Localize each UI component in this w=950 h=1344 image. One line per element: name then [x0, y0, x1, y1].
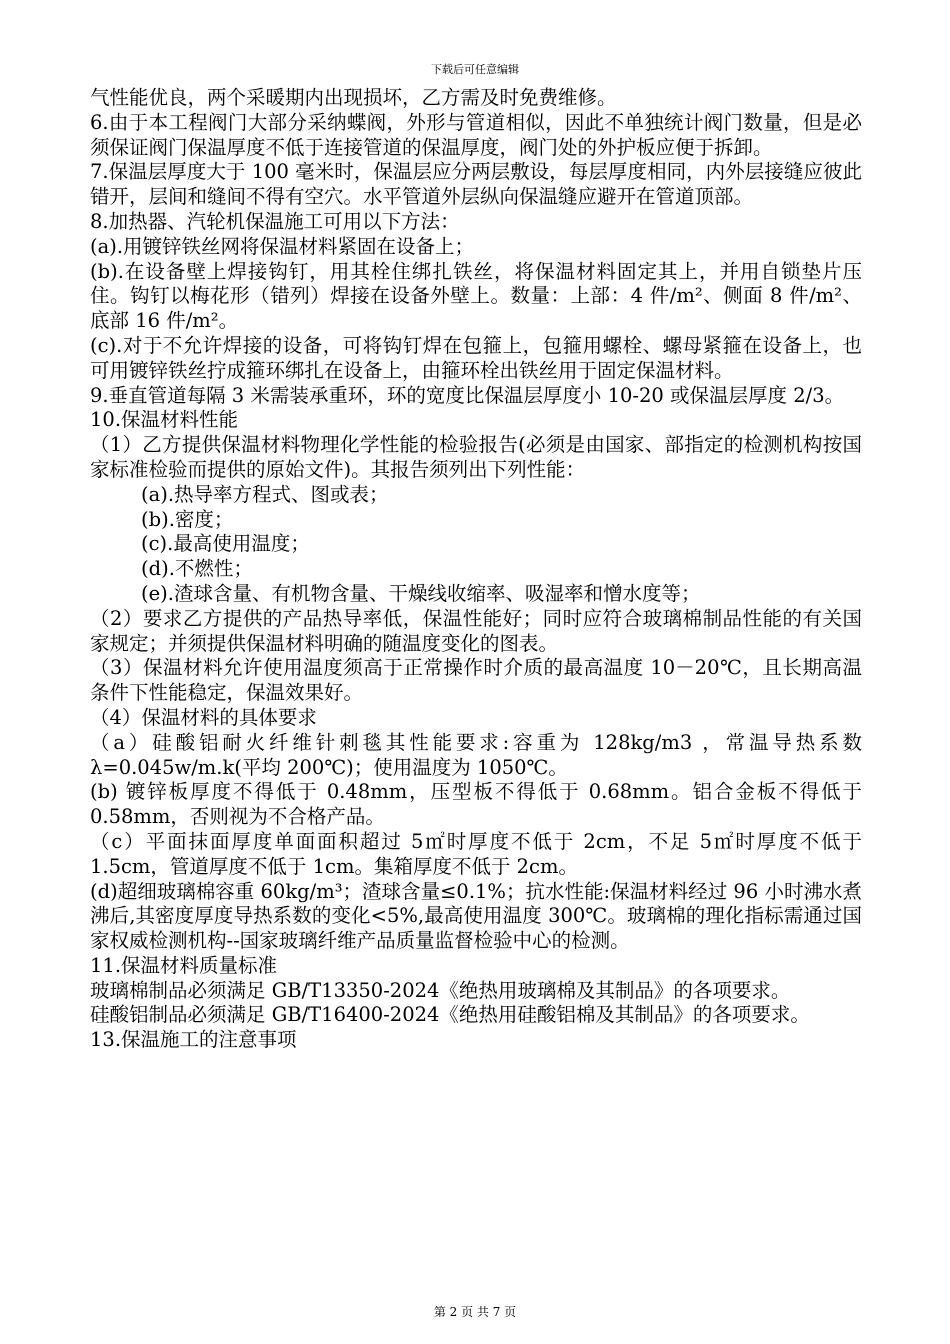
list-item: (a).热导率方程式、图或表； [141, 482, 389, 506]
paragraph: (c).对于不允许焊接的设备，可将钩钉焊在包箍上，包箍用螺栓、螺母紧箍在设备上，也可用镀锌铁丝拧成箍环绑扎在设备上，由箍环栓出铁丝用于固定保温材料。 [90, 333, 862, 382]
paragraph: (a).用镀锌铁丝网将保温材料紧固在设备上； [90, 234, 475, 258]
paragraph: （4）保温材料的具体要求 [90, 705, 317, 729]
paragraph: 7.保温层厚度大于 100 毫米时，保温层应分两层敷设，每层厚度相同，内外层接缝应彼此错开，层间和缝间不得有空穴。水平管道外层纵向保温缝应避开在管道顶部。 [90, 160, 862, 209]
paragraph: (d)超细玻璃棉容重 60kg/m³；渣球含量≤0.1%；抗水性能:保温材料经过 96 小时沸水煮沸后,其密度厚度导热系数的变化<5%,最高使用温度 300℃。玻璃棉的理化指标需通过国家权威检测机构--国家玻璃纤维产品质量监督检验中心的检测。 [90, 879, 862, 953]
list-item: (d).不燃性； [141, 557, 253, 581]
paragraph: 6.由于本工程阀门大部分采纳蝶阀，外形与管道相似，因此不单独统计阀门数量，但是必须保证阀门保温厚度不低于连接管道的保温厚度，阀门处的外护板应便于拆卸。 [90, 110, 862, 159]
paragraph: 9.垂直管道每隔 3 米需装承重环，环的宽度比保温层厚度小 10-20 或保温层厚度 2/3。 [90, 383, 845, 407]
list-item: (b).密度； [141, 507, 234, 531]
paragraph: (b).在设备壁上焊接钩钉，用其栓住绑扎铁丝，将保温材料固定其上，并用自锁垫片压住。钩钉以梅花形（错列）焊接在设备外壁上。数量：上部：4 件/m²、侧面 8 件/m²、底部 16 件/m²。 [90, 259, 862, 333]
paragraph: 13.保温施工的注意事项 [90, 1028, 297, 1052]
page-footer: 第 2 页 共 7 页 [433, 1305, 517, 1319]
paragraph: （c）平面抹面厚度单面面积超过 5㎡时厚度不低于 2cm，不足 5㎡时厚度不低于 1.5cm，管道厚度不低于 1cm。集箱厚度不低于 2cm。 [90, 829, 862, 878]
paragraph: （a）硅酸铝耐火纤维针刺毯其性能要求:容重为 128kg/m3 ，常温导热系数 λ=0.045w/m.k(平均 200℃)；使用温度为 1050℃。 [90, 730, 862, 779]
paragraph: (b) 镀锌板厚度不得低于 0.48mm，压型板不得低于 0.68mm。铝合金板不得低于 0.58mm，否则视为不合格产品。 [90, 780, 862, 829]
paragraph: 11.保温材料质量标准 [90, 953, 278, 977]
paragraph: 8.加热器、汽轮机保温施工可用以下方法： [90, 209, 460, 233]
page-header: 下载后可任意编辑 [431, 63, 519, 76]
paragraph: 10.保温材料性能 [90, 408, 239, 432]
paragraph: （1）乙方提供保温材料物理化学性能的检验报告(必须是由国家、部指定的检测机构按国家标准检验而提供的原始文件)。其报告须列出下列性能： [90, 433, 862, 481]
document-body [90, 86, 862, 1053]
paragraph: 气性能优良，两个采暖期内出现损坏，乙方需及时免费维修。 [90, 86, 617, 109]
paragraph: （2）要求乙方提供的产品热导率低，保温性能好；同时应符合玻璃棉制品性能的有关国家规定；并须提供保温材料明确的随温度变化的图表。 [90, 606, 862, 655]
paragraph: 硅酸铝制品必须满足 GB/T16400-2024《绝热用硅酸铝棉及其制品》的各项要求。 [90, 1003, 810, 1027]
paragraph: 玻璃棉制品必须满足 GB/T13350-2024《绝热用玻璃棉及其制品》的各项要求。 [90, 978, 791, 1002]
list-item: (c).最高使用温度； [141, 532, 310, 556]
paragraph: （3）保温材料允许使用温度须高于正常操作时介质的最高温度 10－20℃，且长期高温条件下性能稳定，保温效果好。 [90, 656, 862, 705]
list-item: (e).渣球含量、有机物含量、干燥线收缩率、吸湿率和憎水度等； [141, 581, 701, 605]
